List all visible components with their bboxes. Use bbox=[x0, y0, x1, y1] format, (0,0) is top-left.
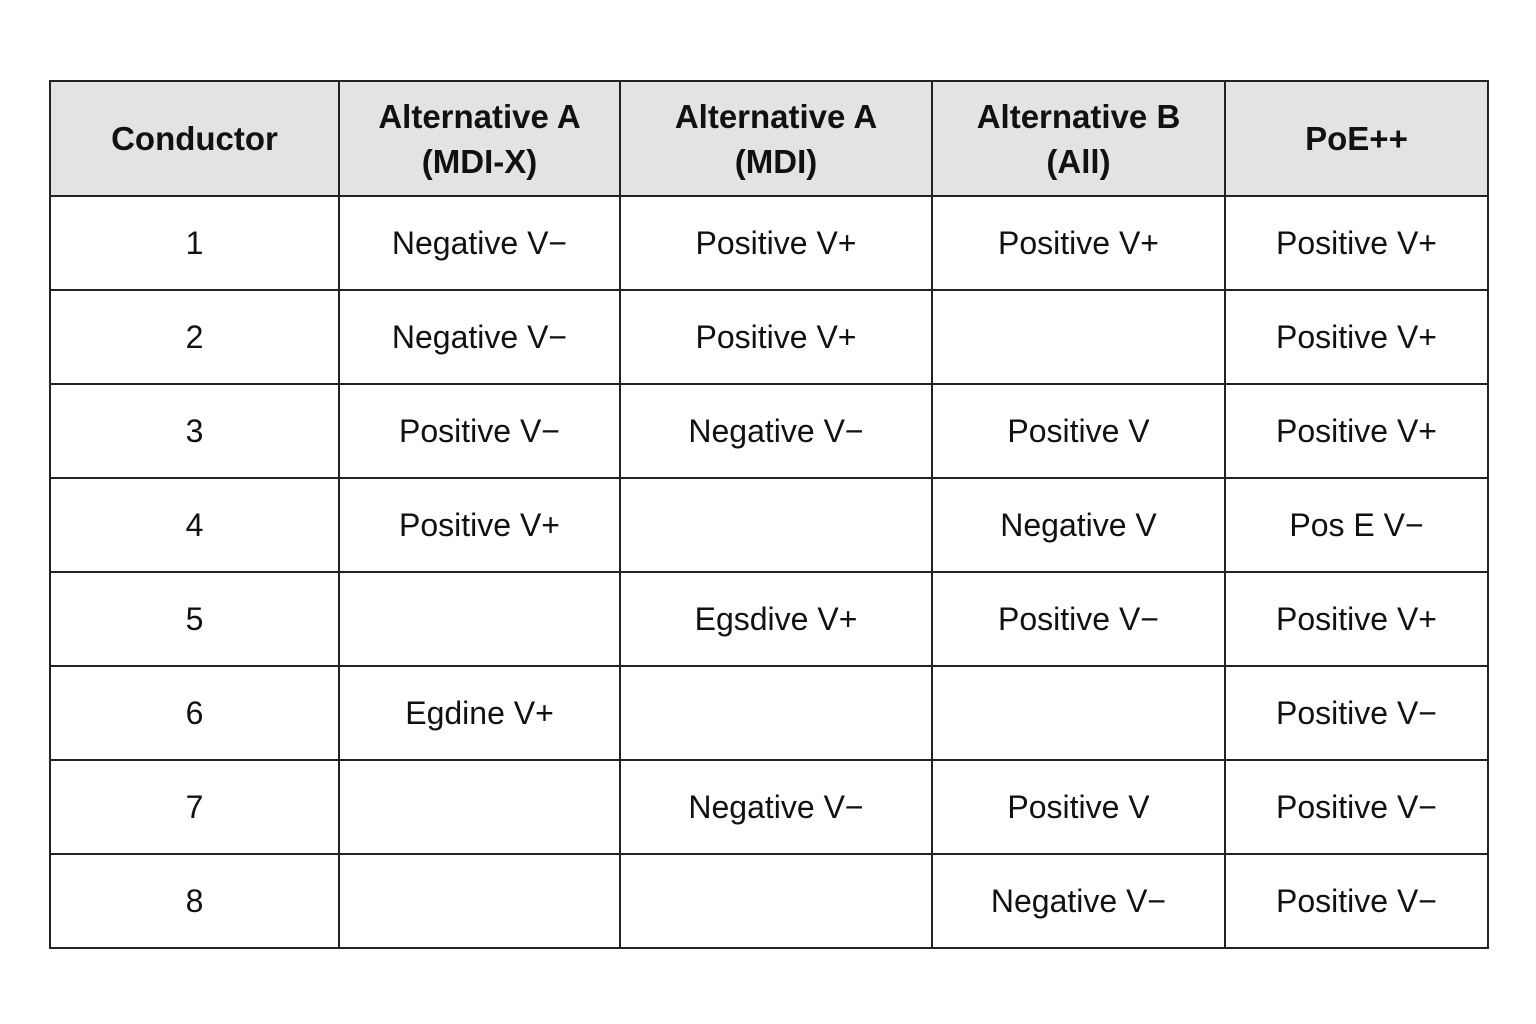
conductor-cell: 3 bbox=[50, 384, 339, 478]
table-cell: Positive V+ bbox=[1225, 196, 1488, 290]
column-header bbox=[620, 81, 932, 196]
table-cell: Positive V+ bbox=[620, 196, 932, 290]
table-cell: Negative V− bbox=[620, 384, 932, 478]
table-cell: Positive V− bbox=[1225, 760, 1488, 854]
table-cell: Pos E V− bbox=[1225, 478, 1488, 572]
table-row bbox=[50, 666, 1488, 760]
conductor-cell: 8 bbox=[50, 854, 339, 948]
header-line: Conductor bbox=[111, 120, 278, 157]
table-cell: Negative V bbox=[932, 478, 1225, 572]
table-cell: Negative V− bbox=[339, 290, 620, 384]
conductor-cell: 6 bbox=[50, 666, 339, 760]
conductor-cell: 1 bbox=[50, 196, 339, 290]
header-line: Alternative A bbox=[674, 97, 878, 135]
table-cell bbox=[620, 854, 932, 948]
table-cell: Positive V+ bbox=[1225, 290, 1488, 384]
table-cell: Negative V− bbox=[620, 760, 932, 854]
column-header bbox=[339, 81, 620, 196]
table-row bbox=[50, 478, 1488, 572]
table-cell bbox=[339, 854, 620, 948]
table-row bbox=[50, 760, 1488, 854]
table-cell bbox=[620, 478, 932, 572]
column-header bbox=[1225, 81, 1488, 196]
column-header bbox=[50, 81, 339, 196]
table-cell: Positive V+ bbox=[1225, 384, 1488, 478]
poe-pinout-table bbox=[49, 80, 1489, 949]
table-cell: Egsdive V+ bbox=[620, 572, 932, 666]
table-cell: Positive V− bbox=[932, 572, 1225, 666]
table-cell bbox=[339, 760, 620, 854]
table-cell: Positive V+ bbox=[339, 478, 620, 572]
table-cell bbox=[932, 290, 1225, 384]
table-cell: Positive V bbox=[932, 384, 1225, 478]
table-cell bbox=[339, 572, 620, 666]
table-cell: Positive V− bbox=[1225, 666, 1488, 760]
table-cell: Positive V+ bbox=[932, 196, 1225, 290]
table-cell: Positive V bbox=[932, 760, 1225, 854]
header-line: (MDI) bbox=[734, 142, 818, 180]
table-cell: Negative V− bbox=[339, 196, 620, 290]
table-cell: Negative V− bbox=[932, 854, 1225, 948]
table-cell: Positive V− bbox=[1225, 854, 1488, 948]
conductor-cell: 2 bbox=[50, 290, 339, 384]
table-cell bbox=[932, 666, 1225, 760]
header-line: Alternative B bbox=[976, 97, 1181, 135]
column-header bbox=[932, 81, 1225, 196]
table-row bbox=[50, 290, 1488, 384]
table-row bbox=[50, 854, 1488, 948]
table-cell: Egdine V+ bbox=[339, 666, 620, 760]
table-row bbox=[50, 384, 1488, 478]
table-cell: Positive V− bbox=[339, 384, 620, 478]
header-row bbox=[50, 81, 1488, 196]
table-row bbox=[50, 572, 1488, 666]
header-line: Alternative A bbox=[378, 97, 581, 135]
header-line: (All) bbox=[1046, 142, 1111, 180]
table-cell bbox=[620, 666, 932, 760]
conductor-cell: 5 bbox=[50, 572, 339, 666]
conductor-cell: 7 bbox=[50, 760, 339, 854]
table-cell: Positive V+ bbox=[1225, 572, 1488, 666]
header-line: PoE++ bbox=[1305, 120, 1408, 157]
table-row bbox=[50, 196, 1488, 290]
header-line: (MDI-X) bbox=[421, 142, 538, 180]
table-cell: Positive V+ bbox=[620, 290, 932, 384]
conductor-cell: 4 bbox=[50, 478, 339, 572]
